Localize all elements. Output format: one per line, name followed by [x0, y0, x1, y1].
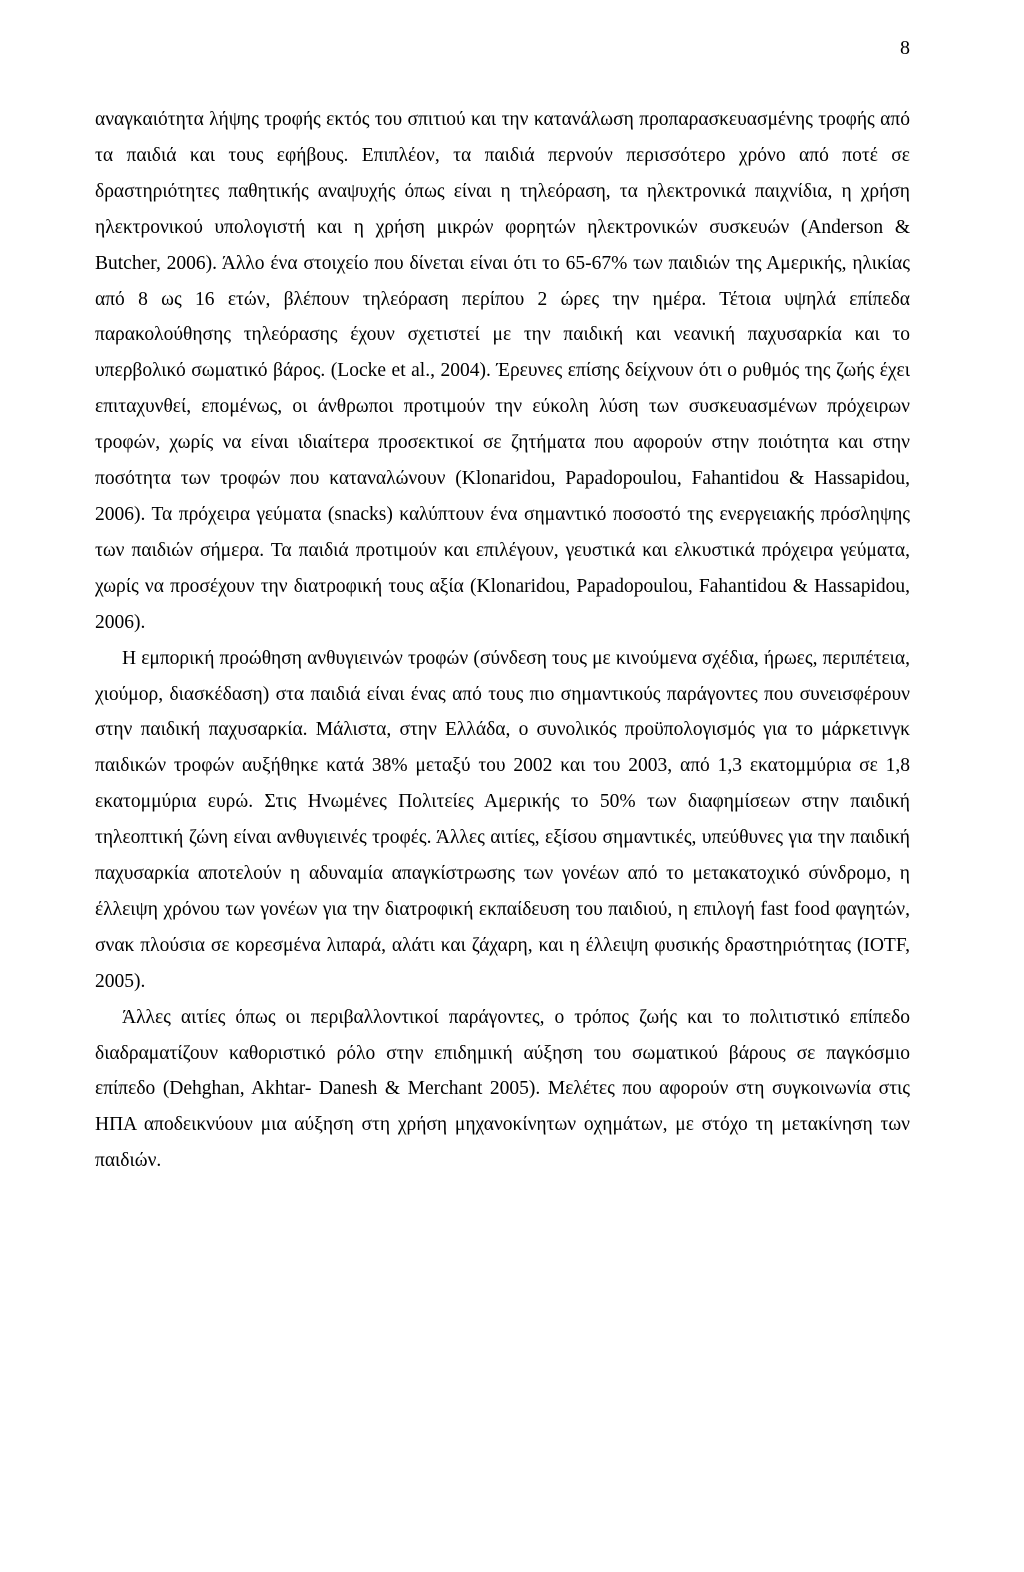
- body-text: [95, 102, 910, 1179]
- paragraph-3: Άλλες αιτίες όπως οι περιβαλλοντικοί παράγοντες, ο τρόπος ζωής και το πολιτιστικό επίπεδο διαδραματίζουν καθοριστικό ρόλο στην επιδημική αύξηση του σωματικού βάρους σε παγκόσμιο επίπεδο (Dehghan, Akhtar- Danesh & Merchant 2005). Μελέτες που αφορούν στη συγκοινωνία στις ΗΠΑ αποδεικνύουν μια αύξηση στη χρήση μηχανοκίνητων οχημάτων, με στόχο τη μετακίνηση των παιδιών.: [95, 1006, 910, 1172]
- paragraph-2: Η εμπορική προώθηση ανθυγιεινών τροφών (σύνδεση τους με κινούμενα σχέδια, ήρωες, περιπέτεια, χιούμορ, διασκέδαση) στα παιδιά είναι ένας από τους πιο σημαντικούς παράγοντες που συνεισφέρουν στην παιδική παχυσαρκία. Μάλιστα, στην Ελλάδα, ο συνολικός προϋπολογισμός για το μάρκετινγκ παιδικών τροφών αυξήθηκε κατά 38% μεταξύ του 2002 και του 2003, από 1,3 εκατομμύρια σε 1,8 εκατομμύρια ευρώ. Στις Ηνωμένες Πολιτείες Αμερικής το 50% των διαφημίσεων στην παιδική τηλεοπτική ζώνη είναι ανθυγιεινές τροφές. Άλλες αιτίες, εξίσου σημαντικές, υπεύθυνες για την παιδική παχυσαρκία αποτελούν η αδυναμία απαγκίστρωσης των γονέων από το μετακατοχικό σύνδρομο, η έλλειψη χρόνου των γονέων για την διατροφική εκπαίδευση του παιδιού, η επιλογή fast food φαγητών, σνακ πλούσια σε κορεσμένα λιπαρά, αλάτι και ζάχαρη, και η έλλειψη φυσικής δραστηριότητας (IOTF, 2005).: [95, 647, 910, 992]
- page-number: 8: [900, 37, 910, 59]
- paragraph-1: αναγκαιότητα λήψης τροφής εκτός του σπιτιού και την κατανάλωση προπαρασκευασμένης τροφής από τα παιδιά και τους εφήβους. Επιπλέον, τα παιδιά περνούν περισσότερο χρόνο από ποτέ σε δραστηριότητες παθητικής αναψυχής όπως είναι η τηλεόραση, τα ηλεκτρονικά παιχνίδια, η χρήση ηλεκτρονικού υπολογιστή και η χρήση μικρών φορητών ηλεκτρονικών συσκευών (Anderson & Butcher, 2006). Άλλο ένα στοιχείο που δίνεται είναι ότι το 65-67% των παιδιών της Αμερικής, ηλικίας από 8 ως 16 ετών, βλέπουν τηλεόραση περίπου 2 ώρες την ημέρα. Τέτοια υψηλά επίπεδα παρακολούθησης τηλεόρασης έχουν σχετιστεί με την παιδική και νεανική παχυσαρκία και το υπερβολικό σωματικό βάρος. (Locke et al., 2004). Έρευνες επίσης δείχνουν ότι ο ρυθμός της ζωής έχει επιταχυνθεί, επομένως, οι άνθρωποι προτιμούν την εύκολη λύση των συσκευασμένων πρόχειρων τροφών, χωρίς να είναι ιδιαίτερα προσεκτικοί σε ζητήματα που αφορούν στην ποιότητα και στην ποσότητα των τροφών που καταναλώνουν (Klonaridou, Papadopoulou, Fahantidou & Hassapidou, 2006). Τα πρόχειρα γεύματα (snacks) καλύπτουν ένα σημαντικό ποσοστό της ενεργειακής πρόσληψης των παιδιών σήμερα. Τα παιδιά προτιμούν και επιλέγουν, γευστικά και ελκυστικά πρόχειρα γεύματα, χωρίς να προσέχουν την διατροφική τους αξία (Klonaridou, Papadopoulou, Fahantidou & Hassapidou, 2006).: [95, 109, 910, 633]
